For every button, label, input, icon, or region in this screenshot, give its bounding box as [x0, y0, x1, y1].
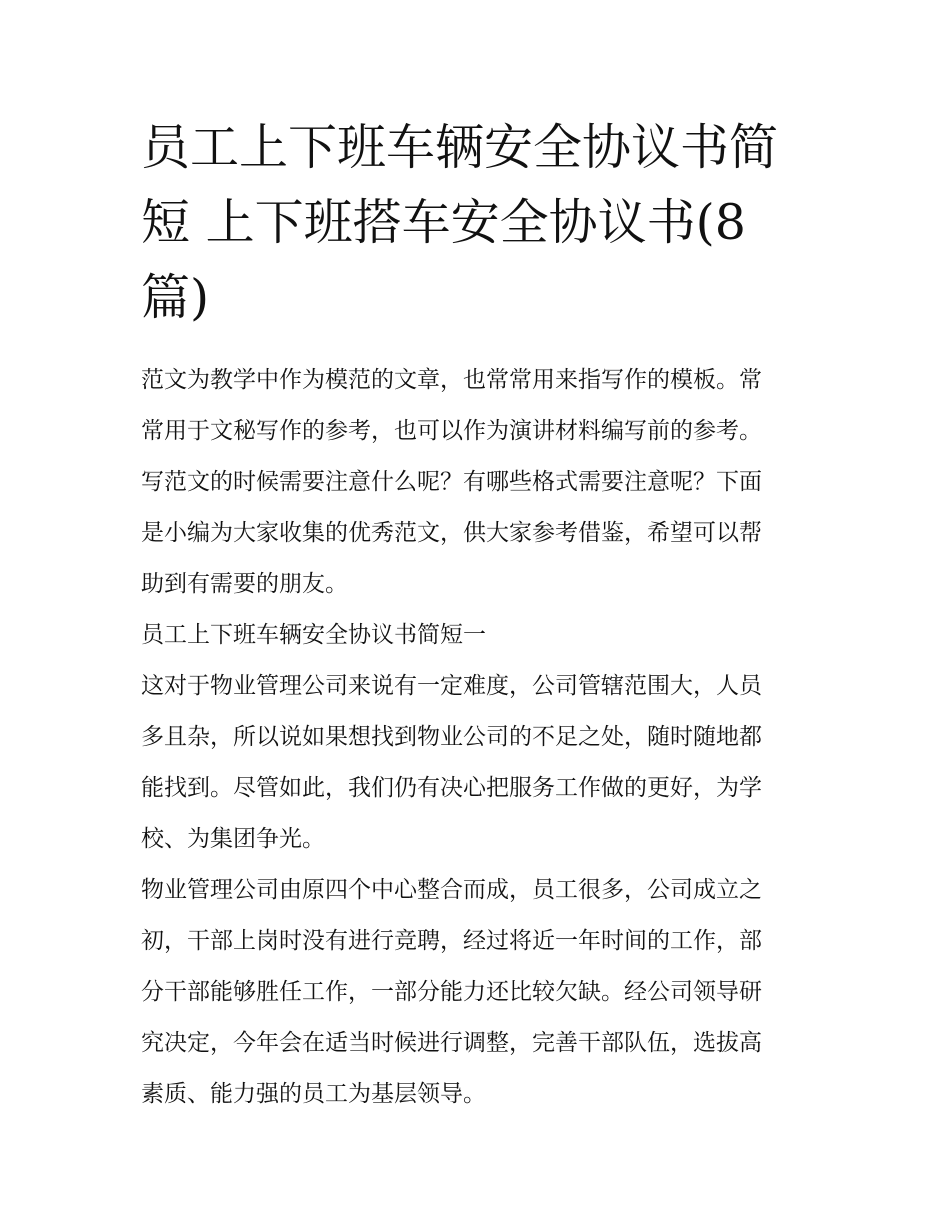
title-line: 篇) — [141, 269, 210, 326]
paragraph-line: 员工上下班车辆安全协议书简短一 — [141, 622, 486, 648]
paragraph-line: 校、为集团争光。 — [141, 826, 325, 852]
paragraph-line: 写范文的时候需要注意什么呢？有哪些格式需要注意呢？下面 — [141, 469, 762, 495]
section-heading — [141, 610, 816, 661]
paragraph-line: 能找到。尽管如此，我们仍有决心把服务工作做的更好，为学 — [141, 775, 762, 801]
paragraph-line: 助到有需要的朋友。 — [141, 571, 348, 597]
paragraph-line: 范文为教学中作为模范的文章，也常常用来指写作的模板。常 — [141, 367, 762, 393]
paragraph-line: 分干部能够胜任工作，一部分能力还比较欠缺。经公司领导研 — [141, 979, 762, 1005]
paragraph-line: 初，干部上岗时没有进行竞聘，经过将近一年时间的工作，部 — [141, 928, 762, 954]
paragraph-line: 这对于物业管理公司来说有一定难度，公司管辖范围大，人员 — [141, 673, 762, 699]
paragraph-line: 是小编为大家收集的优秀范文，供大家参考借鉴，希望可以帮 — [141, 520, 762, 546]
title-line: 员工上下班车辆安全协议书简 — [141, 119, 779, 176]
paragraph-line: 究决定，今年会在适当时候进行调整，完善干部队伍，选拔高 — [141, 1030, 762, 1056]
body-paragraph — [141, 865, 816, 1120]
document-body — [141, 355, 816, 1120]
body-paragraph — [141, 661, 816, 865]
paragraph-line: 素质、能力强的员工为基层领导。 — [141, 1081, 486, 1107]
paragraph-line: 多且杂，所以说如果想找到物业公司的不足之处，随时随地都 — [141, 724, 762, 750]
intro-paragraph — [141, 355, 816, 610]
paragraph-line: 物业管理公司由原四个中心整合而成，员工很多，公司成立之 — [141, 877, 762, 903]
document-title — [141, 110, 821, 335]
paragraph-line: 常用于文秘写作的参考，也可以作为演讲材料编写前的参考。 — [141, 418, 762, 444]
title-line: 短 上下班搭车安全协议书(8 — [141, 194, 746, 251]
